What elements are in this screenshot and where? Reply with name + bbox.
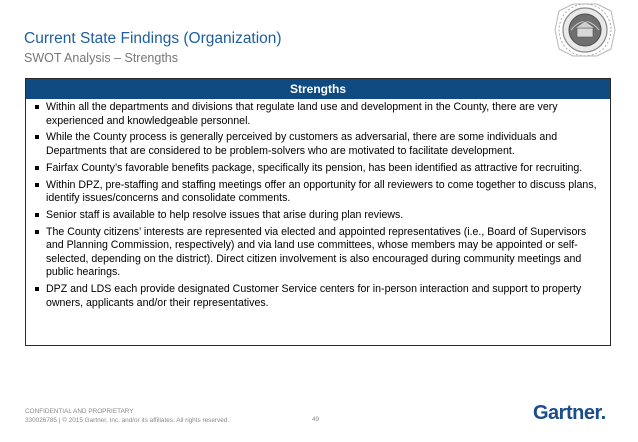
list-item: Within all the departments and divisions that regulate land use and development in the County, there are very experienced and knowledgeable personnel. — [34, 101, 602, 128]
strengths-panel — [25, 78, 611, 346]
page-number: 49 — [312, 416, 320, 423]
page-subtitle: SWOT Analysis – Strengths — [24, 51, 178, 65]
title-block — [24, 30, 282, 66]
confidential-notice: CONFIDENTIAL AND PROPRIETARY — [25, 408, 134, 415]
list-item: The County citizens’ interests are represented via elected and appointed representatives (i.e., Board of Supervisors and Planning Commission, respectively) and via land use committees, whose members may be appointed or self-selected, depending on the district). Direct citizen involvement is also encouraged during community meetings and public hearings. — [34, 226, 602, 280]
copyright-notice: 330026785 | © 2015 Gartner, Inc. and/or its affiliates. All rights reserved. — [25, 416, 230, 424]
logo-dot: . — [600, 402, 606, 424]
list-item: Within DPZ, pre-staffing and staffing meetings offer an opportunity for all reviewers to come together to discuss plans, identify issues/concerns and consolidate comments. — [34, 179, 602, 206]
list-item: While the County process is generally perceived by customers as adversarial, there are some individuals and Departments that are considered to be problem-solvers who are motivated to facilitate development. — [34, 131, 602, 158]
strengths-list — [26, 99, 610, 310]
logo-text: Gartner — [533, 402, 601, 424]
county-seal-icon — [549, 1, 621, 59]
footer — [25, 408, 229, 425]
list-item: Senior staff is available to help resolve issues that arise during plan reviews. — [34, 209, 602, 223]
page-title: Current State Findings (Organization) — [24, 30, 282, 47]
strengths-heading: Strengths — [26, 79, 610, 99]
list-item: DPZ and LDS each provide designated Customer Service centers for in-person interaction and support to property owners, applicants and/or their representatives. — [34, 283, 602, 310]
gartner-logo — [533, 402, 606, 425]
list-item: Fairfax County’s favorable benefits package, specifically its pension, has been identified as attractive for recruiting. — [34, 162, 602, 176]
